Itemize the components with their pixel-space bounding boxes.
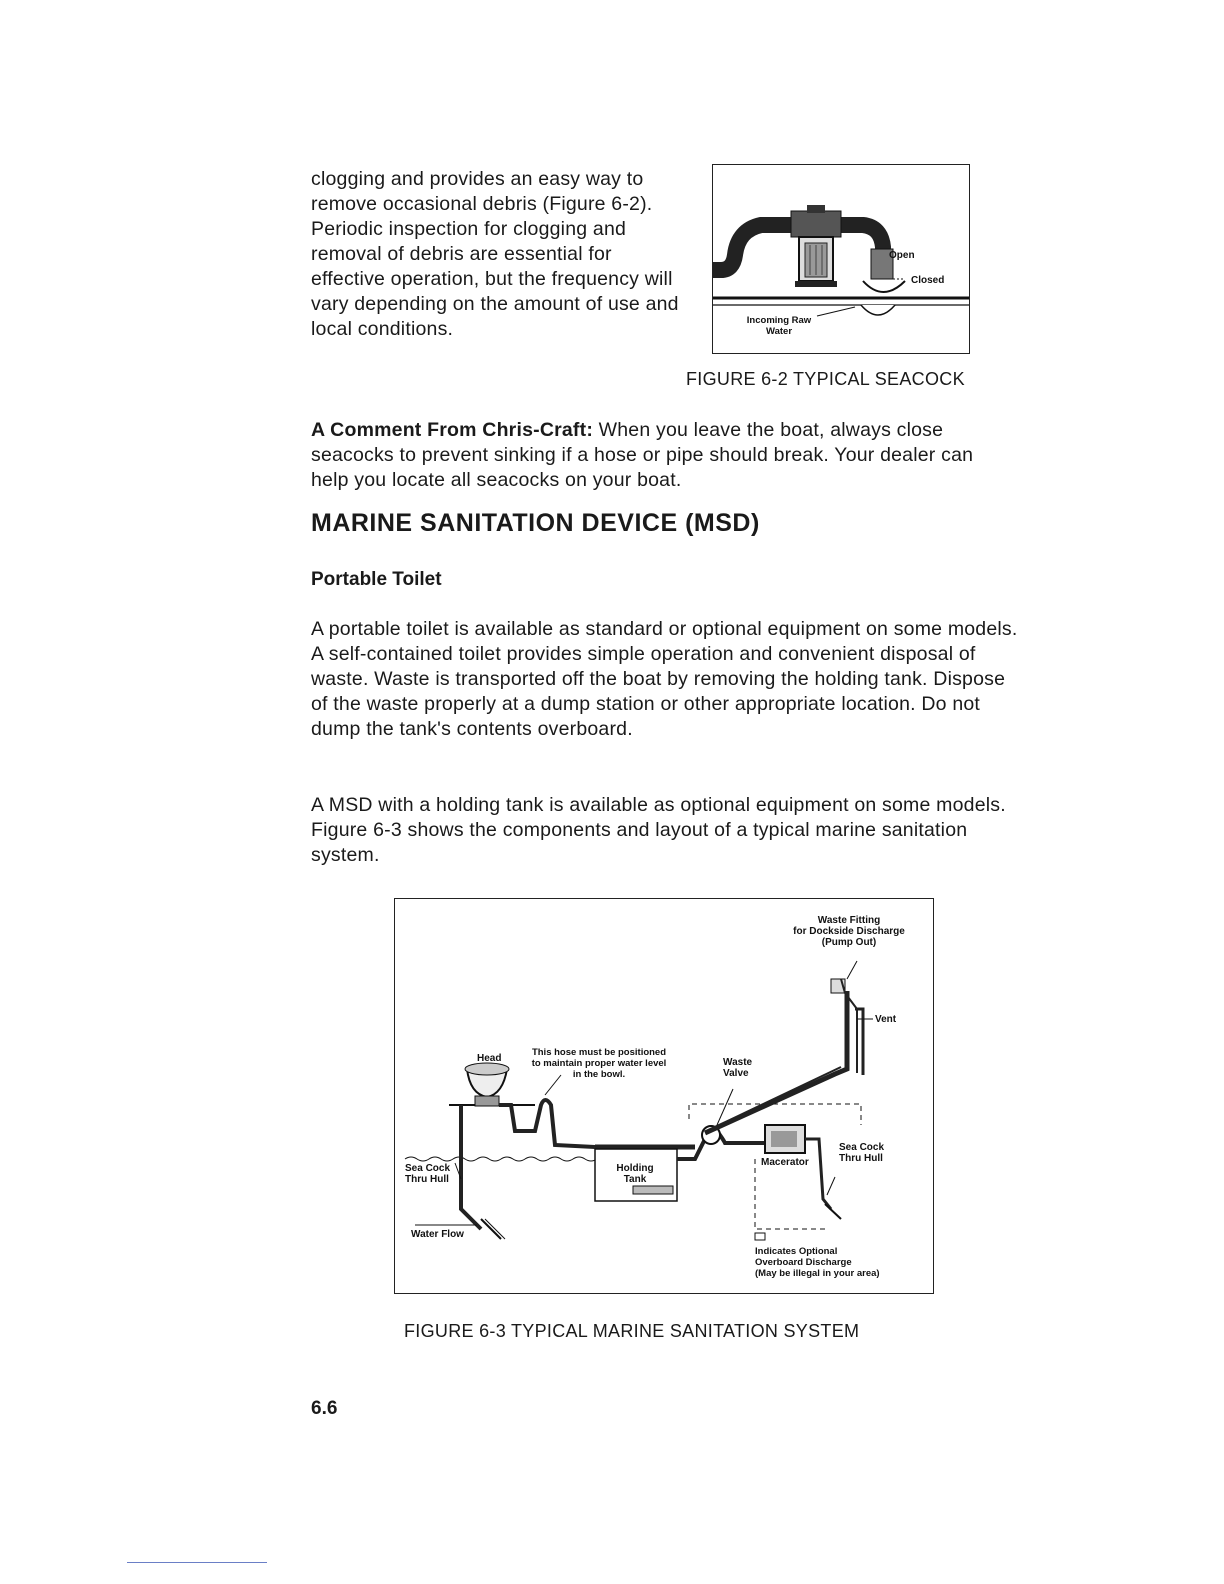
label-optional-2: Overboard Discharge (755, 1257, 852, 1268)
label-waste-fitting-2: for Dockside Discharge (793, 926, 905, 937)
label-sea-cock-left-2: Thru Hull (405, 1174, 449, 1185)
label-holding-tank-1: Holding (616, 1163, 654, 1174)
section-heading: MARINE SANITATION DEVICE (MSD) (311, 509, 760, 537)
label-waste-fitting-1: Waste Fitting (817, 915, 881, 926)
label-hose-note-2: to maintain proper water level (531, 1058, 667, 1069)
label-vent: Vent (875, 1014, 897, 1025)
label-sea-cock-left-1: Sea Cock (405, 1163, 451, 1174)
label-optional-3: (May be illegal in your area) (755, 1268, 880, 1279)
label-waste-valve-2: Valve (723, 1068, 749, 1079)
sanitation-diagram (395, 899, 933, 1293)
label-open: Open (889, 250, 915, 261)
comment-text: When you leave the boat, always close seacocks to prevent sinking if a hose or pipe should break. Your dealer can help you locate all seacocks on your boat. (311, 419, 974, 491)
figure-6-3-caption: FIGURE 6-3 TYPICAL MARINE SANITATION SYSTEM (404, 1321, 860, 1341)
intro-paragraph: clogging and provides an easy way to remove occasional debris (Figure 6-2). Periodic inspection for clogging and removal of debris are essential for effective operation, but the frequency will vary depending on the amount of use and local conditions. (311, 168, 679, 340)
label-sea-cock-right-2: Thru Hull (839, 1153, 883, 1164)
figure-sanitation-system (394, 898, 934, 1294)
label-hose-note-3: in the bowl. (572, 1069, 626, 1080)
msd-paragraph: A MSD with a holding tank is available as optional equipment on some models. Figure 6-3 shows the components and layout of a typical marine sanitation system. (311, 794, 1006, 866)
label-water: Water (765, 326, 793, 337)
label-head: Head (477, 1053, 502, 1064)
label-holding-tank-2: Tank (623, 1174, 647, 1185)
footer-rule (127, 1562, 267, 1563)
label-waste-valve-1: Waste (723, 1057, 753, 1068)
chris-craft-comment (311, 418, 1011, 493)
figure-seacock (712, 164, 970, 354)
page-number: 6.6 (311, 1398, 338, 1419)
comment-lead: A Comment From Chris-Craft: (311, 419, 594, 441)
portable-toilet-paragraph: A portable toilet is available as standard or optional equipment on some models. A self-contained toilet provides simple operation and convenient disposal of waste. Waste is transported off the boat by removing the holding tank. Dispose of the waste properly at a dump station or other appropriate location. Do not dump the tank's contents overboard. (311, 618, 1018, 740)
label-water-flow: Water Flow (411, 1229, 464, 1240)
seacock-diagram (713, 165, 969, 353)
label-incoming-raw: Incoming Raw (746, 315, 812, 326)
subsection-heading: Portable Toilet (311, 569, 442, 590)
label-macerator: Macerator (761, 1157, 809, 1168)
label-optional-1: Indicates Optional (755, 1246, 838, 1257)
label-sea-cock-right-1: Sea Cock (839, 1142, 885, 1153)
label-closed: Closed (911, 275, 945, 286)
figure-6-2-caption: FIGURE 6-2 TYPICAL SEACOCK (686, 369, 965, 389)
label-waste-fitting-3: (Pump Out) (821, 937, 877, 948)
label-hose-note-1: This hose must be positioned (531, 1047, 667, 1058)
